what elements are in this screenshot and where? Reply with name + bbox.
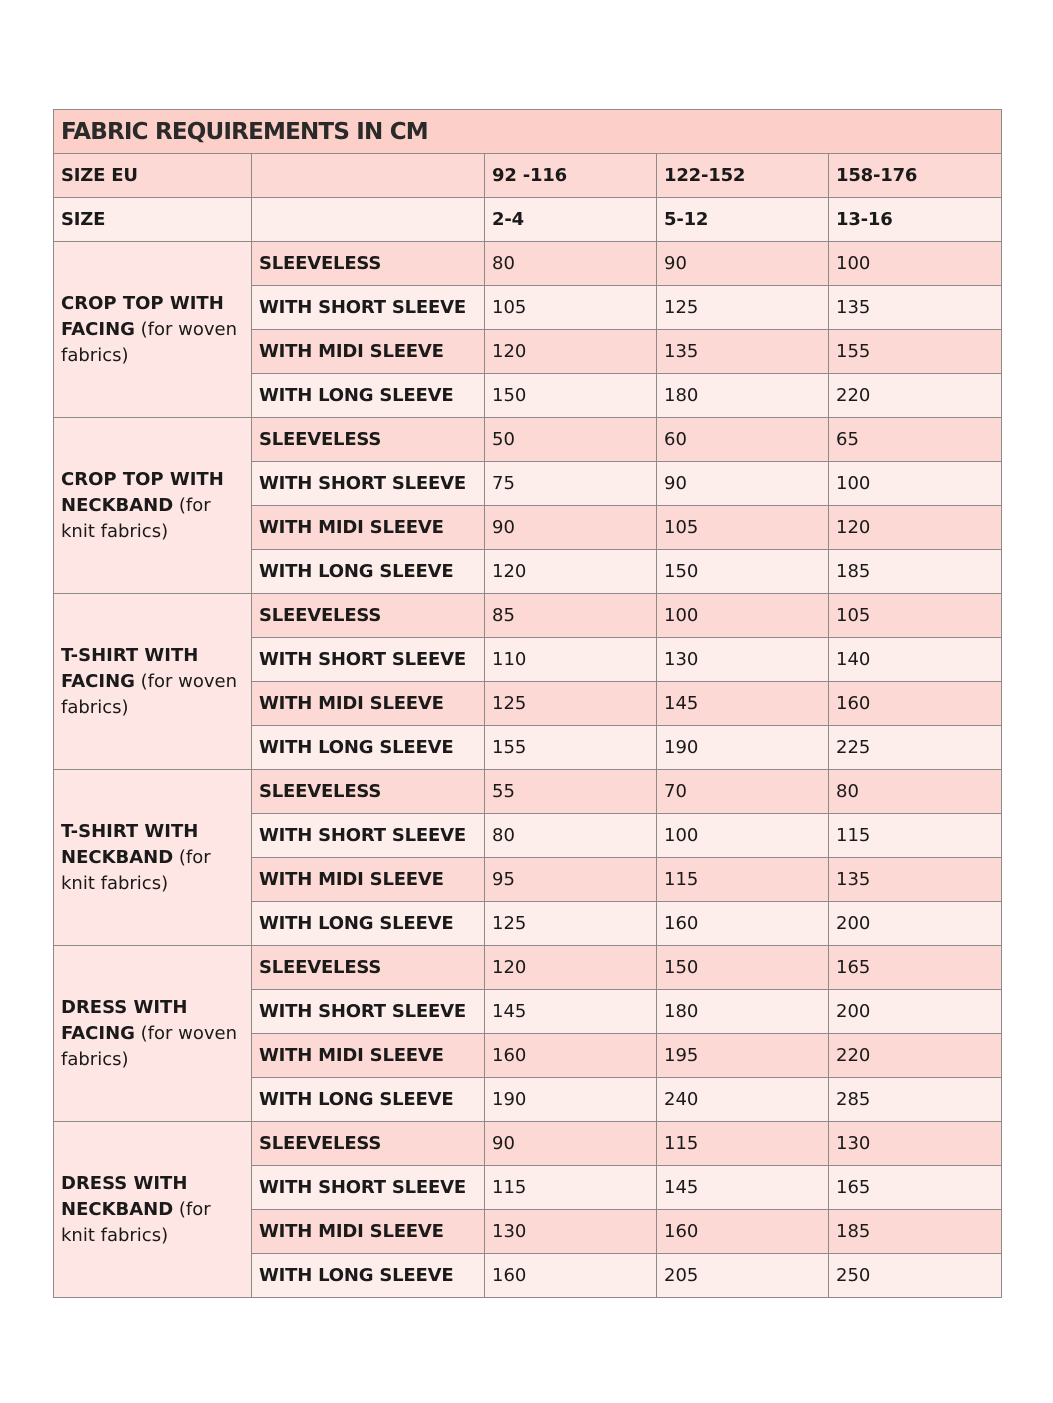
value-cell: 150 [657,946,829,990]
value-cell: 205 [657,1254,829,1298]
header-row [54,198,1002,242]
sleeve-label: WITH LONG SLEEVE [252,1078,485,1122]
sleeve-label: WITH MIDI SLEEVE [252,858,485,902]
value-cell: 90 [485,506,657,550]
header-size-cell: 13-16 [829,198,1002,242]
value-cell: 95 [485,858,657,902]
value-cell: 130 [829,1122,1002,1166]
value-cell: 155 [829,330,1002,374]
value-cell: 185 [829,550,1002,594]
value-cell: 165 [829,946,1002,990]
value-cell: 55 [485,770,657,814]
product-name: T-SHIRT WITH NECKBAND [61,820,199,868]
product-name: CROP TOP WITH FACING [61,292,224,340]
value-cell: 140 [829,638,1002,682]
value-cell: 160 [829,682,1002,726]
value-cell: 250 [829,1254,1002,1298]
value-cell: 165 [829,1166,1002,1210]
value-cell: 70 [657,770,829,814]
product-cell [54,594,252,770]
header-size-cell: 122-152 [657,154,829,198]
sleeve-label: WITH SHORT SLEEVE [252,990,485,1034]
value-cell: 100 [657,814,829,858]
sleeve-label: WITH SHORT SLEEVE [252,462,485,506]
sleeve-label: SLEEVELESS [252,418,485,462]
product-note: (for woven fabrics) [61,318,238,366]
table-row [54,1122,1002,1166]
value-cell: 225 [829,726,1002,770]
product-note: (for woven fabrics) [61,670,238,718]
table-row [54,418,1002,462]
header-size-cell: 92 -116 [485,154,657,198]
sleeve-label: SLEEVELESS [252,242,485,286]
table-row [54,242,1002,286]
value-cell: 145 [657,682,829,726]
product-name: CROP TOP WITH NECKBAND [61,468,224,516]
header-size-cell: 2-4 [485,198,657,242]
header-sub [252,198,485,242]
value-cell: 135 [829,286,1002,330]
value-cell: 80 [829,770,1002,814]
value-cell: 60 [657,418,829,462]
sleeve-label: WITH LONG SLEEVE [252,902,485,946]
value-cell: 100 [829,242,1002,286]
value-cell: 115 [485,1166,657,1210]
value-cell: 125 [657,286,829,330]
value-cell: 90 [485,1122,657,1166]
value-cell: 75 [485,462,657,506]
value-cell: 115 [829,814,1002,858]
header-label: SIZE [54,198,252,242]
value-cell: 220 [829,1034,1002,1078]
header-sub [252,154,485,198]
value-cell: 120 [829,506,1002,550]
product-name: DRESS WITH FACING [61,996,188,1044]
sleeve-label: WITH MIDI SLEEVE [252,330,485,374]
value-cell: 120 [485,330,657,374]
value-cell: 190 [485,1078,657,1122]
sleeve-label: WITH SHORT SLEEVE [252,814,485,858]
value-cell: 160 [657,1210,829,1254]
table-body [54,154,1002,1298]
value-cell: 155 [485,726,657,770]
product-cell [54,770,252,946]
value-cell: 145 [485,990,657,1034]
value-cell: 50 [485,418,657,462]
header-size-cell: 5-12 [657,198,829,242]
table-row [54,594,1002,638]
value-cell: 145 [657,1166,829,1210]
value-cell: 130 [657,638,829,682]
product-name: DRESS WITH NECKBAND [61,1172,188,1220]
value-cell: 110 [485,638,657,682]
product-note: (for woven fabrics) [61,1022,238,1070]
value-cell: 135 [829,858,1002,902]
sleeve-label: SLEEVELESS [252,770,485,814]
value-cell: 190 [657,726,829,770]
value-cell: 105 [485,286,657,330]
value-cell: 125 [485,682,657,726]
sleeve-label: WITH MIDI SLEEVE [252,1210,485,1254]
product-note: (for knit fabrics) [61,494,211,542]
value-cell: 160 [485,1034,657,1078]
value-cell: 130 [485,1210,657,1254]
value-cell: 150 [657,550,829,594]
product-note: (for knit fabrics) [61,846,211,894]
sleeve-label: WITH MIDI SLEEVE [252,1034,485,1078]
sleeve-label: SLEEVELESS [252,1122,485,1166]
sleeve-label: WITH LONG SLEEVE [252,374,485,418]
header-label: SIZE EU [54,154,252,198]
value-cell: 100 [657,594,829,638]
value-cell: 180 [657,374,829,418]
header-size-cell: 158-176 [829,154,1002,198]
value-cell: 120 [485,550,657,594]
value-cell: 80 [485,814,657,858]
sleeve-label: WITH SHORT SLEEVE [252,1166,485,1210]
value-cell: 80 [485,242,657,286]
table-row [54,946,1002,990]
sleeve-label: SLEEVELESS [252,594,485,638]
product-name: T-SHIRT WITH FACING [61,644,199,692]
value-cell: 85 [485,594,657,638]
table-row [54,770,1002,814]
product-note: (for knit fabrics) [61,1198,211,1246]
value-cell: 120 [485,946,657,990]
value-cell: 100 [829,462,1002,506]
value-cell: 185 [829,1210,1002,1254]
value-cell: 240 [657,1078,829,1122]
sleeve-label: WITH SHORT SLEEVE [252,286,485,330]
value-cell: 220 [829,374,1002,418]
value-cell: 150 [485,374,657,418]
sleeve-label: WITH MIDI SLEEVE [252,506,485,550]
sleeve-label: WITH MIDI SLEEVE [252,682,485,726]
sleeve-label: WITH LONG SLEEVE [252,726,485,770]
header-row [54,154,1002,198]
value-cell: 135 [657,330,829,374]
sleeve-label: WITH LONG SLEEVE [252,1254,485,1298]
value-cell: 125 [485,902,657,946]
value-cell: 115 [657,858,829,902]
sleeve-label: WITH SHORT SLEEVE [252,638,485,682]
sleeve-label: WITH LONG SLEEVE [252,550,485,594]
product-cell [54,242,252,418]
table-title: FABRIC REQUIREMENTS IN CM [54,110,1002,154]
value-cell: 285 [829,1078,1002,1122]
value-cell: 105 [657,506,829,550]
product-cell [54,418,252,594]
value-cell: 105 [829,594,1002,638]
value-cell: 90 [657,242,829,286]
value-cell: 200 [829,990,1002,1034]
value-cell: 115 [657,1122,829,1166]
value-cell: 195 [657,1034,829,1078]
value-cell: 180 [657,990,829,1034]
product-cell [54,1122,252,1298]
value-cell: 90 [657,462,829,506]
sleeve-label: SLEEVELESS [252,946,485,990]
value-cell: 65 [829,418,1002,462]
fabric-requirements-table [53,109,1002,1298]
product-cell [54,946,252,1122]
value-cell: 160 [485,1254,657,1298]
value-cell: 200 [829,902,1002,946]
value-cell: 160 [657,902,829,946]
